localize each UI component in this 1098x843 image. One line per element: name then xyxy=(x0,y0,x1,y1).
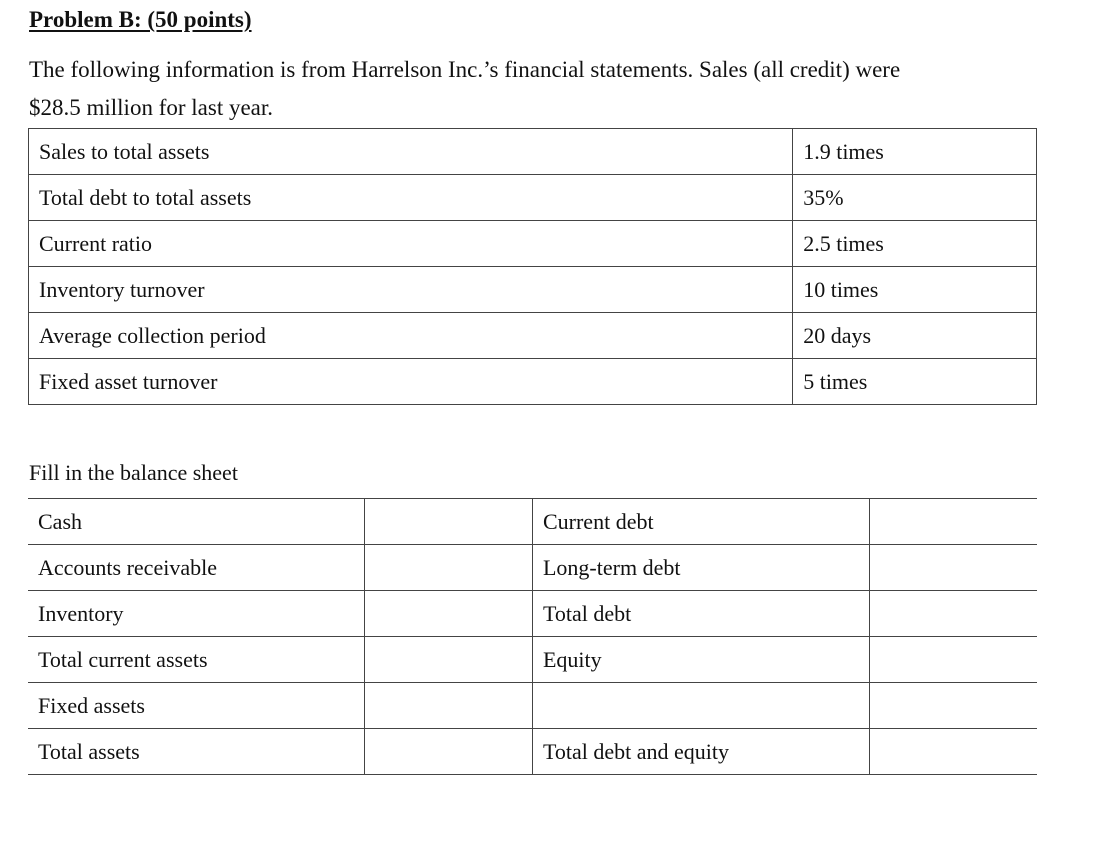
liability-label: Total debt xyxy=(532,591,869,637)
ratio-value: 20 days xyxy=(793,313,1037,359)
problem-intro xyxy=(29,51,1069,127)
liability-label xyxy=(532,683,869,729)
asset-value-cell[interactable] xyxy=(364,545,532,591)
balance-sheet-table xyxy=(28,498,1037,775)
ratio-label: Total debt to total assets xyxy=(29,175,793,221)
ratio-value: 2.5 times xyxy=(793,221,1037,267)
ratio-row xyxy=(29,221,1037,267)
problem-title: Problem B: (50 points) xyxy=(29,7,252,32)
asset-label: Cash xyxy=(28,499,364,545)
balance-row xyxy=(28,729,1037,775)
asset-label: Total assets xyxy=(28,729,364,775)
ratio-row xyxy=(29,359,1037,405)
liability-value-cell[interactable] xyxy=(869,591,1037,637)
balance-row xyxy=(28,591,1037,637)
ratio-row xyxy=(29,129,1037,175)
intro-line-1: The following information is from Harrelson Inc.’s financial statements. Sales (all credit) were xyxy=(29,57,901,82)
asset-value-cell[interactable] xyxy=(364,591,532,637)
intro-line-2: $28.5 million for last year. xyxy=(29,95,274,120)
liability-value-cell[interactable] xyxy=(869,683,1037,729)
liability-value-cell[interactable] xyxy=(869,545,1037,591)
asset-label: Accounts receivable xyxy=(28,545,364,591)
balance-sheet-label: Fill in the balance sheet xyxy=(29,460,238,485)
liability-label: Current debt xyxy=(532,499,869,545)
liability-value-cell[interactable] xyxy=(869,637,1037,683)
balance-row xyxy=(28,545,1037,591)
balance-row xyxy=(28,683,1037,729)
ratio-label: Sales to total assets xyxy=(29,129,793,175)
ratio-label: Fixed asset turnover xyxy=(29,359,793,405)
balance-row xyxy=(28,637,1037,683)
asset-value-cell[interactable] xyxy=(364,683,532,729)
ratio-value: 35% xyxy=(793,175,1037,221)
liability-label: Total debt and equity xyxy=(532,729,869,775)
asset-label: Inventory xyxy=(28,591,364,637)
ratio-row xyxy=(29,175,1037,221)
ratio-label: Current ratio xyxy=(29,221,793,267)
balance-row xyxy=(28,499,1037,545)
asset-value-cell[interactable] xyxy=(364,637,532,683)
liability-label: Long-term debt xyxy=(532,545,869,591)
ratio-table xyxy=(28,128,1037,405)
liability-value-cell[interactable] xyxy=(869,729,1037,775)
ratio-row xyxy=(29,313,1037,359)
liability-value-cell[interactable] xyxy=(869,499,1037,545)
asset-value-cell[interactable] xyxy=(364,729,532,775)
liability-label: Equity xyxy=(532,637,869,683)
ratio-value: 5 times xyxy=(793,359,1037,405)
ratio-label: Inventory turnover xyxy=(29,267,793,313)
asset-value-cell[interactable] xyxy=(364,499,532,545)
asset-label: Fixed assets xyxy=(28,683,364,729)
asset-label: Total current assets xyxy=(28,637,364,683)
ratio-label: Average collection period xyxy=(29,313,793,359)
ratio-row xyxy=(29,267,1037,313)
ratio-value: 10 times xyxy=(793,267,1037,313)
ratio-value: 1.9 times xyxy=(793,129,1037,175)
